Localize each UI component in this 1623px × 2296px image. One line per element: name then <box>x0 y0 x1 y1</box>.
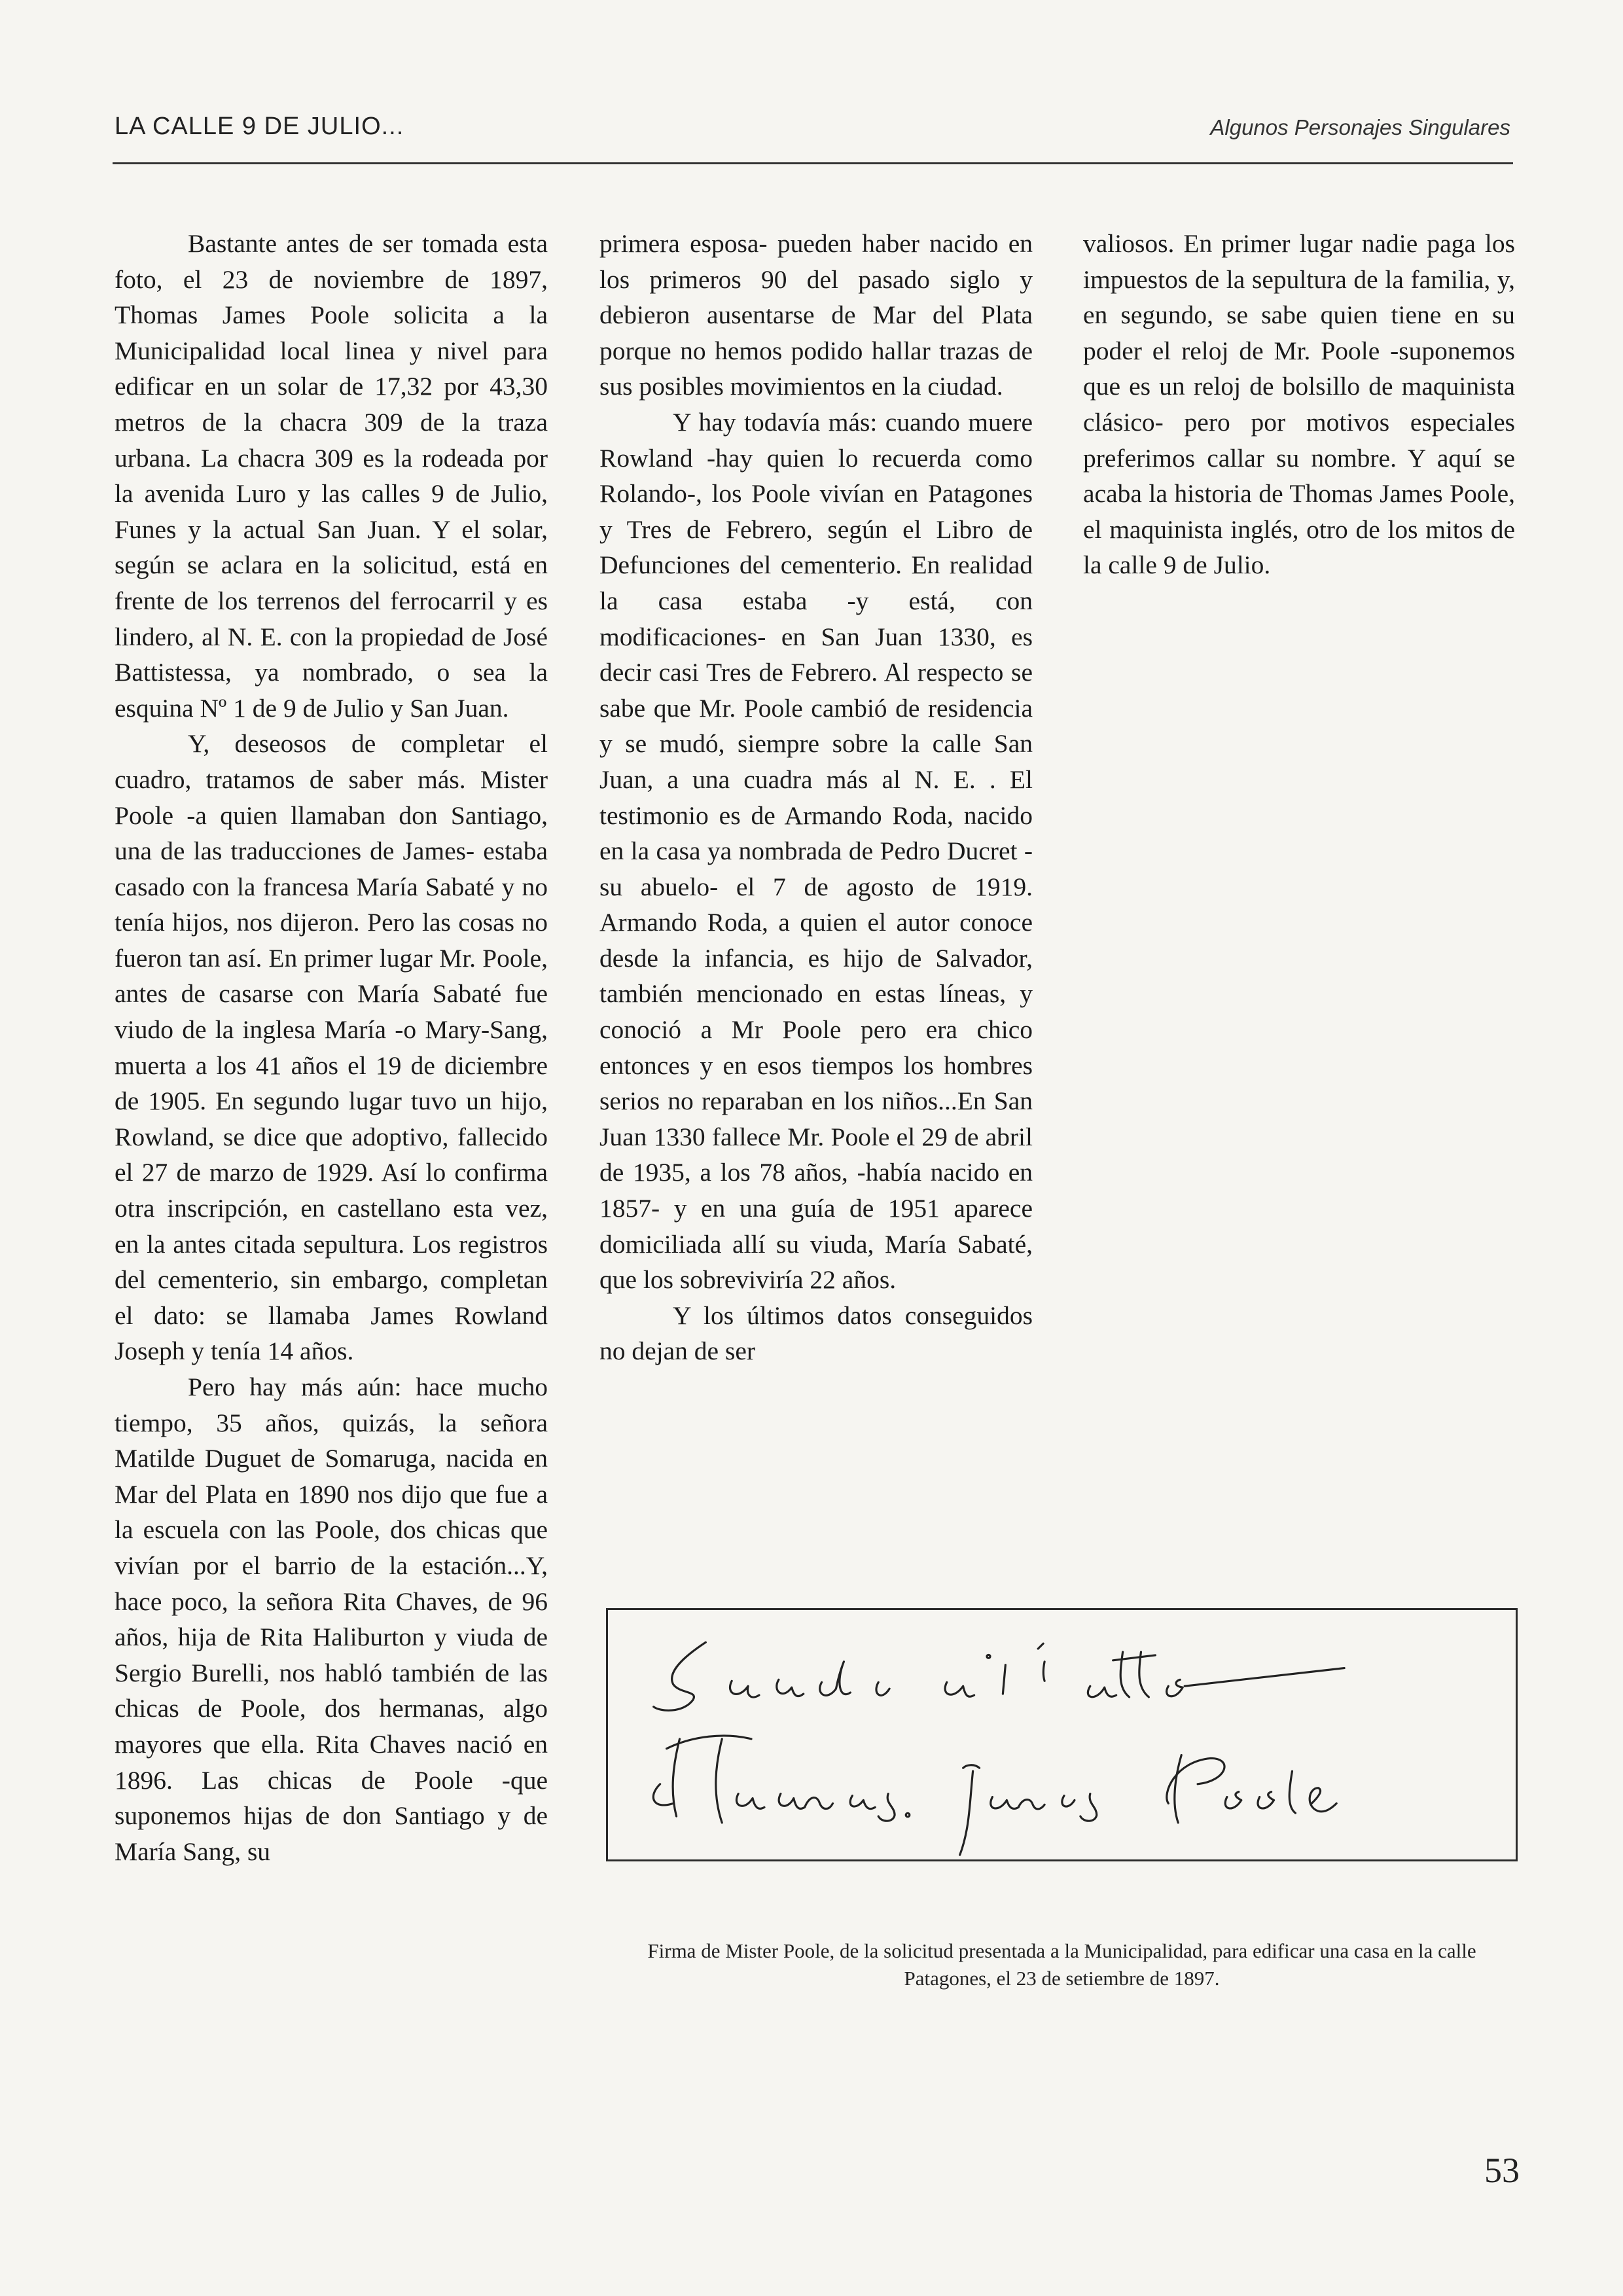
text-column-3 <box>1083 226 1515 583</box>
running-header-section: Algunos Personajes Singulares <box>1210 115 1510 139</box>
paragraph: Y, deseosos de completar el cuadro, tratamos de saber más. Mister Poole -a quien llamaban don Santiago, una de las traducciones de James- estaba casado con la francesa María Sabaté y no tenía hijos, nos dijeron. Pero las cosas no fueron tan así. En primer lugar Mr. Poole, antes de casarse con María Sabaté fue viudo de la inglesa María -o Mary-Sang, muerta a los 41 años el 19 de diciembre de 1905. En segundo lugar tuvo un hijo, Rowland, se dice que adoptivo, fallecido el 27 de marzo de 1929. Así lo confirma otra inscripción, en castellano esta vez, en la antes citada sepultura. Los registros del cementerio, sin embargo, completan el dato: se llamaba James Rowland Joseph y tenía 14 años. <box>115 729 548 1366</box>
text-column-2 <box>599 226 1033 1369</box>
handwritten-signature <box>608 1610 1516 1859</box>
paragraph: Y hay todavía más: cuando muere Rowland -hay quien lo recuerda como Rolando-, los Poole vivían en Patagones y Tres de Febrero, según el Libro de Defunciones del cementerio. En realidad la casa estaba -y está, con modificaciones- en San Juan 1330, es decir casi Tres de Febrero. Al respecto se sabe que Mr. Poole cambió de residencia y se mudó, siempre sobre la calle San Juan, a una cuadra más al N. E. . El testimonio es de Armando Roda, nacido en la casa ya nombrada de Pedro Ducret -su abuelo- el 7 de agosto de 1919. Armando Roda, a quien el autor conoce desde la infancia, es hijo de Salvador, también mencionado en estas líneas, y conoció a Mr Poole pero era chico entonces y en esos tiempos los hombres serios no reparaban en los niños...En San Juan 1330 fallece Mr. Poole el 29 de abril de 1935, a los 78 años, -había nacido en 1857- y en una guía de 1951 aparece domiciliada allí su viuda, María Sabaté, que los sobreviviría 22 años. <box>599 407 1033 1295</box>
paragraph: Pero hay más aún: hace mucho tiempo, 35 años, quizás, la señora Matilde Duguet de Somaruga, nacida en Mar del Plata en 1890 nos dijo que fue a la escuela con las Poole, dos chicas que vivían por el barrio de la estación...Y, hace poco, la señora Rita Chaves, de 96 años, hija de Rita Haliburton y viuda de Sergio Burelli, nos habló también de las chicas de Poole, dos hermanas, algo mayores que ella. Rita Chaves nació en 1896. Las chicas de Poole -que suponemos hijas de don Santiago y de María Sang, su <box>115 1372 548 1866</box>
figure-caption: Firma de Mister Poole, de la solicitud presentada a la Municipalidad, para edificar una casa en la calle Patagones, el 23 de setiembre de 1897. <box>647 1939 1476 1990</box>
paragraph: valiosos. En primer lugar nadie paga los impuestos de la sepultura de la familia, y, en segundo, se sabe quien tiene en su poder el reloj de Mr. Poole -suponemos que es un reloj de bolsillo de maquinista clásico- pero por motivos especiales preferimos callar su nombre. Y aquí se acaba la historia de Thomas James Poole, el maquinista inglés, otro de los mitos de la calle 9 de Julio. <box>1083 229 1515 580</box>
paragraph: primera esposa- pueden haber nacido en los primeros 90 del pasado siglo y debieron ausentarse de Mar del Plata porque no hemos podido hallar trazas de sus posibles movimientos en la ciudad. <box>599 229 1033 401</box>
paragraph: Y los últimos datos conseguidos no dejan de ser <box>599 1300 1033 1366</box>
running-header-title: LA CALLE 9 DE JULIO... <box>115 113 404 140</box>
text-column-1 <box>115 226 548 1869</box>
signature-box <box>606 1608 1518 1861</box>
page-number: 53 <box>1484 2151 1520 2190</box>
header-rule <box>113 162 1513 164</box>
paragraph: Bastante antes de ser tomada esta foto, el 23 de noviembre de 1897, Thomas James Poole solicita a la Municipalidad local linea y nivel para edificar en un solar de 17,32 por 43,30 metros de la chacra 309 de la traza urbana. La chacra 309 es la rodeada por la avenida Luro y las calles 9 de Julio, Funes y la actual San Juan. Y el solar, según se aclara en la solicitud, está en frente de los terrenos del ferrocarril y es lindero, al N. E. con la propiedad de José Battistessa, ya nombrado, o sea la esquina Nº 1 de 9 de Julio y San Juan. <box>115 229 548 723</box>
